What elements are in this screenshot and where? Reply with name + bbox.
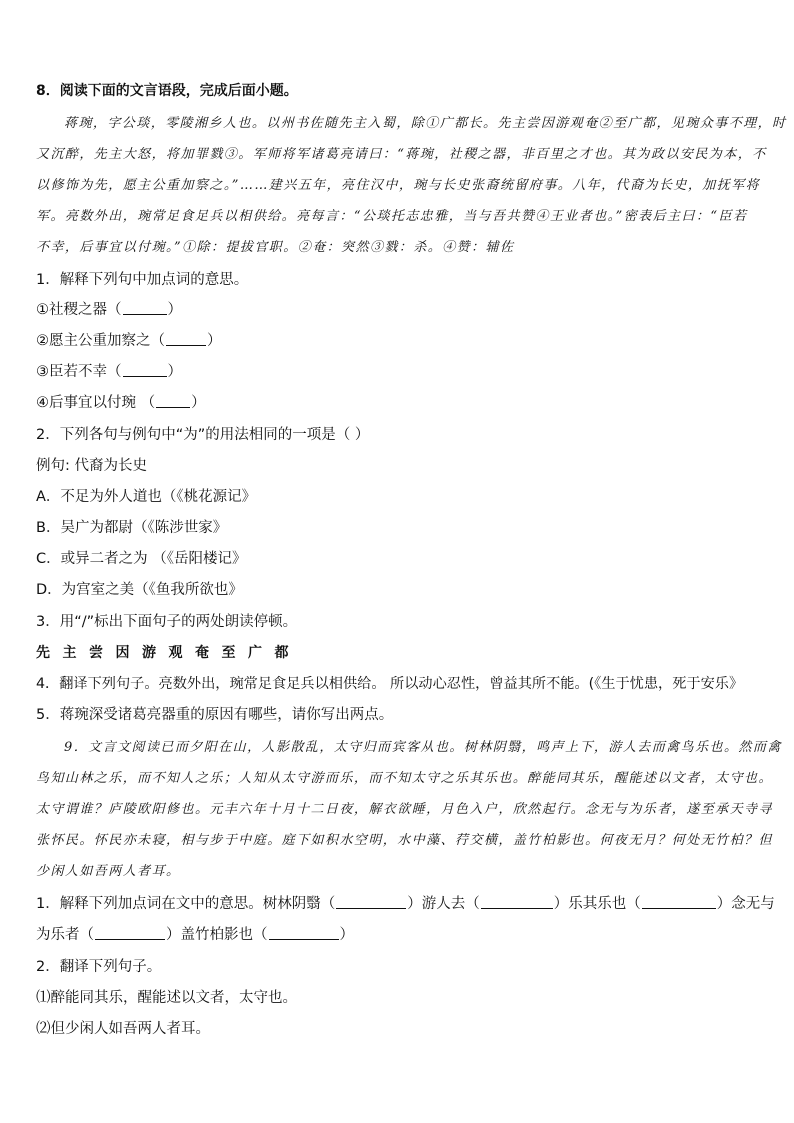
translation-item: ⑴醉能同其乐，醒能述以文者，太守也。 [36, 990, 297, 1006]
answer-blank[interactable] [123, 362, 167, 377]
item-text: ）游人去（ [407, 896, 480, 912]
answer-blank[interactable] [642, 894, 716, 909]
item-close: ） [167, 364, 182, 380]
item-text: ）盖竹柏影也（ [166, 927, 268, 943]
q9-subquestion-2-title: 2．翻译下列句子。 [36, 959, 162, 975]
subquestion-4: 4．翻译下列句子。亮数外出，琬常足食足兵以相供给。 所以动心忍性，曾益其所不能。(《生于忧患，死于安乐》 [36, 676, 744, 692]
example-sentence: 例句: 代裔为长史 [36, 458, 147, 474]
item-text: ）乐其乐也（ [553, 896, 641, 912]
fill-blank-item [36, 331, 222, 351]
passage-line: 太守谓谁？庐陵欧阳修也。元丰六年十月十二日夜，解衣欲睡，月色入户，欣然起行。念无与为乐者，遂至承天寺寻 [36, 802, 773, 817]
answer-blank[interactable] [166, 331, 206, 346]
option-b[interactable]: B．吴广为都尉（《陈涉世家》 [36, 520, 228, 536]
item-close: ） [339, 927, 354, 943]
subquestion-3-title: 3．用“/”标出下面句子的两处朗读停顿。 [36, 614, 298, 630]
passage-line: 军。亮数外出，琬常足食足兵以相供给。亮每言：“公琰托志忠雅，当与吾共赞④王业者也。”密表后主曰：“臣若 [36, 209, 748, 224]
option-c[interactable]: C．或异二者之为 （《岳阳楼记》 [36, 551, 247, 567]
subquestion-5: 5．蒋琬深受诸葛亮器重的原因有哪些，请你写出两点。 [36, 707, 394, 723]
answer-blank[interactable] [481, 894, 553, 909]
passage-line: 不幸，后事宜以付琬。”①除：提拔官职。②奄：突然③戮：杀。④赞：辅佐 [36, 240, 515, 255]
item-close: ） [167, 302, 182, 318]
item-close: ） [191, 395, 206, 411]
option-a[interactable]: A．不足为外人道也（《桃花源记》 [36, 489, 257, 505]
answer-blank[interactable] [156, 393, 190, 408]
q9-subquestion-1 [36, 894, 775, 914]
answer-blank[interactable] [336, 894, 406, 909]
pause-mark-sentence: 先主尝因游观奄至广都 [36, 645, 301, 661]
answer-blank[interactable] [123, 300, 167, 315]
q9-subquestion-1-cont [36, 925, 354, 945]
question-8-title: 8．阅读下面的文言语段，完成后面小题。 [36, 83, 298, 99]
item-text: ③臣若不幸（ [36, 364, 122, 380]
option-d[interactable]: D．为宫室之美（《鱼我所欲也》 [36, 582, 243, 598]
item-text: 1．解释下列加点词在文中的意思。树林阴翳（ [36, 896, 336, 912]
item-text: ）念无与 [716, 896, 775, 912]
passage-line: 以修饰为先，愿主公重加察之。”……建兴五年，亮住汉中，琬与长史张裔统留府事。八年，代裔为长史，加抚军将 [36, 178, 761, 193]
passage-line: 9．文言文阅读已而夕阳在山，人影散乱，太守归而宾客从也。树林阴翳，鸣声上下，游人去而禽鸟乐也。然而禽 [64, 740, 782, 755]
item-text: 为乐者（ [36, 927, 94, 943]
translation-item: ⑵但少闲人如吾两人者耳。 [36, 1021, 210, 1037]
passage-line: 蒋琬，字公琰，零陵湘乡人也。以州书佐随先主入蜀，除①广都长。先主尝因游观奄②至广都，见琬众事不理，时 [64, 116, 787, 131]
item-text: ①社稷之器（ [36, 302, 122, 318]
subquestion-2-title: 2．下列各句与例句中“为”的用法相同的一项是（ ） [36, 427, 370, 443]
passage-line: 鸟知山林之乐，而不知人之乐；人知从太守游而乐，而不知太守之乐其乐也。醉能同其乐，醒能述以文者，太守也。 [36, 771, 773, 786]
fill-blank-item [36, 362, 182, 382]
fill-blank-item [36, 393, 206, 413]
answer-blank[interactable] [269, 925, 339, 940]
passage-line: 张怀民。怀民亦未寝，相与步于中庭。庭下如积水空明，水中藻、荇交横，盖竹柏影也。何夜无月？何处无竹柏？但 [36, 833, 773, 848]
subquestion-1-title: 1．解释下列句中加点词的意思。 [36, 272, 249, 288]
passage-line: 少闲人如吾两人者耳。 [36, 864, 181, 879]
answer-blank[interactable] [95, 925, 165, 940]
passage-line: 又沉醉，先主大怒，将加罪戮③。军师将军诸葛亮请曰：“蒋琬，社稷之器，非百里之才也。其为政以安民为本，不 [36, 147, 767, 162]
item-text: ④后事宜以付琬 （ [36, 395, 156, 411]
fill-blank-item [36, 300, 182, 320]
item-text: ②愿主公重加察之（ [36, 333, 165, 349]
item-close: ） [207, 333, 222, 349]
